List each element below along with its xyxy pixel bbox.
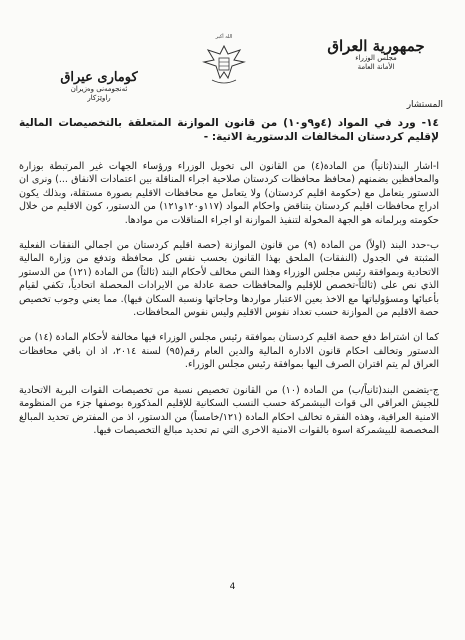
document-body [19, 116, 439, 449]
paragraph-b: ب-حدد البند (اولاً) من المادة (٩) من قانون الموازنة (حصة اقليم كردستان من اجمالي النفقات الفعلية المثبتة في الجدول (النفقات) الملحق بهذا القانون بحسب نفس كل محافظة وتدفع من وزارة المالية الاتحادية وبموافقة رئيس مجلس الوزراء وهذا النص مخالف لأحكام البند (ثالثاً) من المادة (١٢١) من الدستور الذي نص على (ثالثاً-تخصص للإقليم والمحافظات حصة عادلة من الايرادات المحصلة اتحادياً، تكفي لقيام بأعبائها ومسؤولياتها مع الاخذ بعين الاعتبار مواردها وحاجاتها ونسبة السكان فيها). مما يعني وجوب تخصيص حصة الاقليم من الموازنة حسب تعداد نفوس الاقليم وليس نفوس المحافظات. [19, 240, 439, 319]
paragraph-a: ا-اشار البند(ثانياً) من المادة(٤) من القانون الى تخويل الوزراء ورؤساء الجهات غير المرتبطة بوزارة والمحافظين بضمنهم (محافظ محافظات كردستان صلاحية اجراء المناقلة بين اعتمادات الانفاق ...) ونرى ان الدستور يتعامل مع (حكومة اقليم كردستان) ولا يتعامل مع محافظات الاقليم بصورة مستقلة، وبذلك يكون ادراج محافظات اقليم كردستان يتناقض واحكام المواد (١١٧و١٢٠و١٢١) من الدستور، كون الاقليم من خلال حكومته وبرلمانه هو الجهة المخولة لتنفيذ الموازنة او اجراء المناقلات من موادها. [19, 161, 439, 226]
eagle-emblem-icon [198, 40, 250, 88]
paragraph-b-continued: كما ان اشتراط دفع حصة اقليم كردستان بموافقة رئيس مجلس الوزراء فيها مخالفة لأحكام المادة (١٤) من الدستور وتخالف احكام قانون الادارة المالية والدين العام رقم(٩٥) لسنة ٢٠١٤، اذ ان باقي محافظات العراق لم يتم اقتران الصرف اليها بموافقة رئيس مجلس الوزراء. [19, 332, 439, 371]
letterhead-country: جمهورية العراق [327, 37, 425, 55]
emblem-caption: الله أكبر [215, 34, 233, 40]
letterhead-council: مجلس الوزراء [355, 54, 397, 62]
letterhead-arabic [301, 38, 451, 72]
letterhead-secretariat: الأمانة العامة [357, 63, 395, 71]
paragraph-c: ج-يتضمن البند(ثانياً/ب) من المادة (١٠) من القانون تخصيص نسبة من تخصيصات القوات البرية الاتحادية للجيش العراقي الى قوات البيشمركة حسب النسب السكانية للإقليم المذكورة بوصفها جزء من المنظومة الامنية العراقية، وهذه الفقرة تخالف احكام المادة (١٢١/خامساً) من الدستور، اذ من المفترض تحديد المبالغ المخصصة للبيشمركة اسوة بالقوات الامنية الاخرى التي تم تحديد مبالغ التخصيصات فيها. [19, 384, 439, 436]
section-title: ١٤- ورد في المواد (٤و٩و١٠) من قانون الموازنة المتعلقة بالتخصيصات المالية لإقليم كردستان المخالفات الدستورية الاتية: - [19, 117, 440, 143]
page-number: 4 [229, 582, 236, 592]
letterhead-country-kurdish: كوماری عیراق [60, 70, 138, 85]
advisor-label: المستشار [406, 100, 443, 110]
letterhead-kurdish [44, 70, 154, 103]
letterhead-advisor-kurdish: راوێژکار [87, 94, 111, 102]
letterhead-council-kurdish: ئەنجومەنی وەزیران [70, 85, 128, 93]
